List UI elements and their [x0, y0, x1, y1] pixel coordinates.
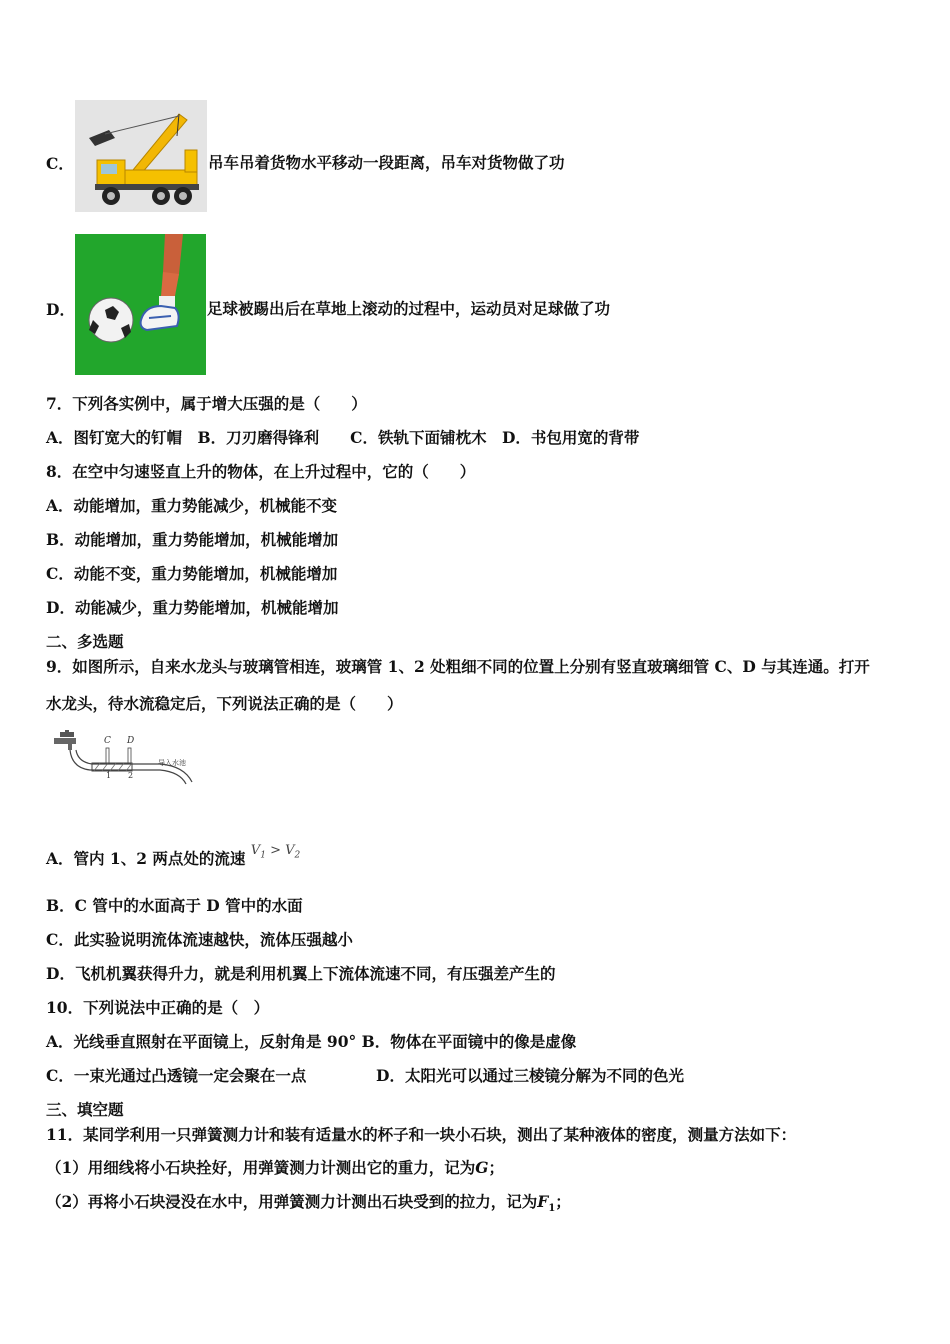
- question-8-option-a: A．动能增加，重力势能减少，机械能不变: [46, 496, 338, 515]
- option-c-label: C．: [46, 154, 74, 173]
- step-2-text: （2）再将小石块浸没在水中，用弹簧测力计测出石块受到的拉力，记为: [46, 1192, 538, 1211]
- crane-truck-image: [75, 100, 207, 212]
- v1-symbol: V: [250, 843, 261, 858]
- question-11-stem: 11．某同学利用一只弹簧测力计和装有适量水的杯子和一块小石块，测出了某种液体的密度，测量方法如下：: [46, 1125, 797, 1144]
- soccer-kick-image: [75, 234, 206, 375]
- question-9-stem-line1: 9．如图所示，自来水龙头与玻璃管相连，玻璃管 1、2 处粗细不同的位置上分别有竖直玻璃细管 C、D 与其连通。打开: [46, 657, 870, 676]
- step-1-text: （1）用细线将小石块拴好，用弹簧测力计测出它的重力，记为: [46, 1158, 476, 1177]
- v2-symbol: V: [285, 843, 295, 858]
- tension-variable: F: [537, 1192, 549, 1211]
- greater-than-symbol: >: [270, 843, 281, 858]
- section-heading-fill-in: 三、填空题: [46, 1100, 124, 1119]
- diagram-point-2: 2: [128, 771, 134, 780]
- question-9-option-c: C．此实验说明流体流速越快，流体压强越小: [46, 930, 353, 949]
- section-heading-multiple-choice: 二、多选题: [46, 632, 124, 651]
- question-11-step-2: [46, 1191, 571, 1220]
- question-7-stem: 7．下列各实例中，属于增大压强的是（ ）: [46, 394, 367, 413]
- v2-subscript: 2: [294, 850, 301, 861]
- diagram-outlet-label: 导入水池: [158, 759, 186, 767]
- question-8-option-c: C．动能不变，重力势能增加，机械能增加: [46, 564, 338, 583]
- velocity-inequality: [250, 843, 301, 861]
- step-2-end: ；: [555, 1192, 571, 1211]
- question-10-option-d: D．太阳光可以通过三棱镜分解为不同的色光: [376, 1066, 684, 1085]
- question-7-options: A．图钉宽大的钉帽 B．刀刃磨得锋利 C．铁轨下面铺枕木 D．书包用宽的背带: [46, 428, 640, 447]
- question-9-option-a-text: A．管内 1、2 两点处的流速: [46, 849, 246, 868]
- question-10-stem: 10．下列说法中正确的是（ ）: [46, 998, 270, 1017]
- question-11-step-1: [46, 1157, 504, 1179]
- question-9-option-d: D．飞机机翼获得升力，就是利用机翼上下流体流速不同，有压强差产生的: [46, 964, 556, 983]
- question-10-option-c: C．一束光通过凸透镜一定会聚在一点: [46, 1066, 307, 1085]
- tension-subscript: 1: [548, 1203, 556, 1215]
- diagram-label-d: D: [127, 736, 135, 746]
- diagram-point-1: 1: [106, 771, 112, 780]
- question-9-option-a: [46, 843, 301, 877]
- diagram-label-c: C: [104, 736, 111, 746]
- question-8-option-b: B．动能增加，重力势能增加，机械能增加: [46, 530, 339, 549]
- option-d-text: 足球被踢出后在草地上滚动的过程中，运动员对足球做了功: [207, 299, 611, 318]
- question-10-options-ab: A．光线垂直照射在平面镜上，反射角是 90° B．物体在平面镜中的像是虚像: [46, 1032, 577, 1051]
- question-8-stem: 8．在空中匀速竖直上升的物体，在上升过程中，它的（ ）: [46, 462, 476, 481]
- weight-variable: G: [475, 1158, 489, 1177]
- option-d-label: D．: [46, 300, 75, 319]
- v1-subscript: 1: [260, 850, 266, 861]
- question-9-option-b: B．C 管中的水面高于 D 管中的水面: [46, 896, 303, 915]
- option-c-text: 吊车吊着货物水平移动一段距离，吊车对货物做了功: [208, 153, 565, 172]
- faucet-tube-diagram: [50, 730, 200, 790]
- step-1-end: ；: [488, 1158, 505, 1177]
- question-8-option-d: D．动能减少，重力势能增加，机械能增加: [46, 598, 339, 617]
- question-9-stem-line2: 水龙头，待水流稳定后，下列说法正确的是（ ）: [46, 694, 403, 713]
